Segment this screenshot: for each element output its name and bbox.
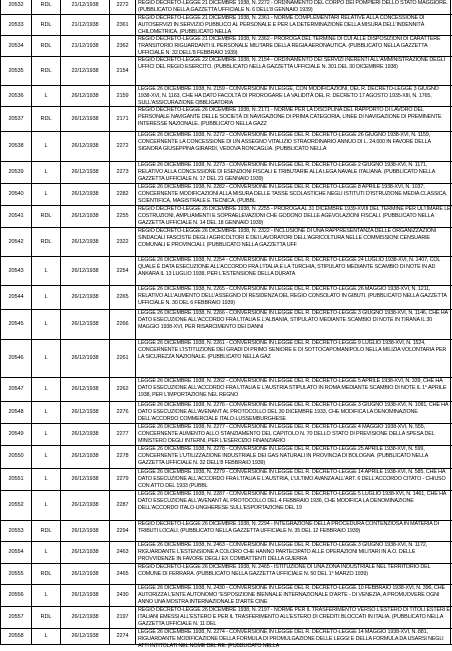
table-row — [1, 378, 452, 402]
act-type-cell — [32, 107, 61, 131]
table-row — [1, 206, 452, 228]
record-number-cell — [1, 564, 32, 584]
act-description-cell-text: REGIO DECRETO-LEGGE 26 DICEMBRE 1938, N. 2322 - INCLUSIONE DI UNA RAPPRESENTANZA DELLE ORGANIZZAZIONI SINDACALI FASCISTE DEGLI AGRICOLTORI E DEI LAVORATORI DELL'AGRICOLTURA NELLE COMMISSIONI CENSUARIE COMUNALI E PROVINCIALI. (PUBBLICATO NELLA GAZZETTA UFF — [138, 228, 436, 249]
act-number-cell — [110, 162, 136, 183]
act-type-cell — [32, 340, 61, 377]
act-date-cell-text: 26/12/1938 — [71, 592, 99, 598]
act-date-cell-text: 26/12/1938 — [71, 191, 99, 197]
act-description-cell-text: REGIO DECRETO-LEGGE 26 DICEMBRE 1938, N. 2294 - INTEGRAZIONE DELLA PROCEDURA CONTENZIOSA IN MATERIA DI TRIBUTI LOCALI. (PUBBLICATO NELLA GAZZETTA UFFICIALE N. 35 DEL 12 FEBBRAIO 1939) — [138, 521, 439, 535]
record-number-cell-text: 20547 — [8, 386, 24, 392]
act-number-cell-text: 2273 — [116, 169, 129, 175]
act-type-cell — [32, 15, 61, 35]
act-type-cell-text: L — [44, 294, 48, 300]
act-description-cell-text: REGIO DECRETO-LEGGE 26 DICEMBRE 1938, N. 2197 - NORME PER IL TRASFERIMENTO VERSO L'ESTERO DI TITOLI ESTERI E ITALIANI EMESSI ALL'ESTERO E PER IL TRASFERIMENTO ALL'ESTERO DI CREDITI BLOCCATI IN ITALIA. (PUBBLICATO NELLA GAZZETTA UFFICIALE N. 11 DEL — [138, 607, 450, 628]
act-date-cell-text: 21/12/1938 — [71, 43, 99, 49]
act-number-cell-text: 2274 — [116, 633, 129, 639]
act-type-cell-text: RDL — [40, 571, 52, 577]
act-number-cell — [110, 446, 136, 468]
record-number-cell — [1, 521, 32, 541]
act-number-cell-text: 2272 — [116, 2, 129, 8]
act-number-cell — [110, 542, 136, 563]
act-type-cell — [32, 564, 61, 584]
record-number-cell — [1, 57, 32, 85]
act-date-cell-text: 26/12/1938 — [71, 453, 99, 459]
act-description-cell — [136, 0, 452, 14]
act-number-cell — [110, 228, 136, 256]
record-number-cell-text: 20541 — [8, 213, 24, 219]
act-type-cell — [32, 607, 61, 628]
record-number-cell — [1, 542, 32, 563]
act-type-cell-text: L — [44, 476, 48, 482]
record-number-cell — [1, 585, 32, 606]
record-number-cell — [1, 607, 32, 628]
act-description-cell-text: LEGGE 26 DICEMBRE 1938, N. 2277 - CONVERSIONE IN LEGGE DEL R. DECRETO-LEGGE 4 MAGGIO 1938-XVI, N. 555, CONCERNENTE AUMENTO ALLO STANZIAMENTO DEL CAPITOLO N. 70 DELLO STATO DI PREVISIONE DELLA SPESA DEL MINISTERO DEGLI INTERNI, PER L'ESERCIZIO FINANZIARIO — [138, 424, 435, 445]
act-date-cell — [61, 36, 110, 56]
act-type-cell — [32, 36, 61, 56]
act-number-cell-text: 2276 — [116, 409, 129, 415]
act-number-cell-text: 2430 — [116, 592, 129, 598]
act-date-cell — [61, 0, 110, 14]
record-number-cell — [1, 257, 32, 285]
record-number-cell-text: 20533 — [8, 22, 24, 28]
record-number-cell-text: 20548 — [8, 409, 24, 415]
act-type-cell — [32, 228, 61, 256]
act-description-cell-text: REGIO DECRETO-LEGGE 26 DICEMBRE 1938, N. 2171 - NORME PER LA DISCIPLINA DEL RAPPORTO DI LAVORO DEL PERSONALE NAVIGANTE DELLE SOCIETÀ DI NAVIGAZIONE DI PRIMA CATEGORIA, LINEE DI NAVIGAZIONE DI PREMINENTE INTERESSE NAZIONALE. (PUBBLICATO NELLA GAZZ — [138, 107, 442, 128]
act-description-cell — [136, 310, 452, 339]
act-date-cell-text: 26/12/1938 — [71, 386, 99, 392]
record-number-cell — [1, 469, 32, 490]
act-date-cell-text: 26/12/1938 — [71, 431, 99, 437]
act-number-cell — [110, 491, 136, 520]
act-number-cell-text: 2171 — [116, 116, 129, 122]
act-type-cell-text: L — [44, 633, 48, 639]
table-row — [1, 542, 452, 564]
act-date-cell — [61, 107, 110, 131]
act-number-cell — [110, 521, 136, 541]
act-date-cell-text: 26/12/1938 — [71, 502, 99, 508]
act-date-cell — [61, 15, 110, 35]
act-type-cell — [32, 585, 61, 606]
act-type-cell-text: L — [44, 592, 48, 598]
act-date-cell-text: 22/12/1938 — [71, 68, 99, 74]
act-number-cell — [110, 564, 136, 584]
table-row — [1, 132, 452, 162]
act-date-cell-text: 26/12/1938 — [71, 239, 99, 245]
table-row — [1, 184, 452, 206]
act-date-cell — [61, 257, 110, 285]
act-number-cell-text: 2255 — [116, 213, 129, 219]
act-description-cell — [136, 446, 452, 468]
act-date-cell — [61, 542, 110, 563]
table-row — [1, 107, 452, 132]
act-date-cell-text: 26/12/1938 — [71, 355, 99, 361]
table-row — [1, 491, 452, 521]
table-row — [1, 15, 452, 36]
act-date-cell — [61, 286, 110, 309]
act-description-cell — [136, 286, 452, 309]
act-date-cell — [61, 469, 110, 490]
act-number-cell — [110, 57, 136, 85]
act-date-cell-text: 26/12/1938 — [71, 213, 99, 219]
record-number-cell-text: 20552 — [8, 502, 24, 508]
record-number-cell — [1, 424, 32, 445]
act-type-cell-text: L — [44, 453, 48, 459]
act-type-cell-text: RDL — [40, 239, 52, 245]
act-description-cell-text: LEGGE 26 DICEMBRE 1938, N. 2287 - CONVERSIONE IN LEGGE DEL R. DECRETO-LEGGE 5 LUGLIO 1938-XVI, N. 1461, CHE HA DATO ESECUZIONE ALL'AVENANT AL PROTOCOLLO DEL 4 FEBBRAIO 1936, CHE MODIFICA LA DENOMINAZIONE DELL'ACCORDO ITALO-UNGHERESE SULL'ESPORTAZIONE DEL 19 — [138, 491, 446, 512]
record-number-cell-text: 20542 — [8, 239, 24, 245]
act-type-cell-text: RDL — [40, 2, 52, 8]
table-row — [1, 564, 452, 585]
record-number-cell — [1, 36, 32, 56]
act-type-cell — [32, 162, 61, 183]
act-description-cell — [136, 607, 452, 628]
act-number-cell — [110, 607, 136, 628]
act-description-cell-text: LEGGE 26 DICEMBRE 1938, N. 2430 - CONVERSIONE IN LEGGE DEL R. DECRETO-LEGGE 10 FEBBRAIO 1938-XVI, N. 396, CHE AUTORIZZA L'ENTE AUTONOMO "ESPOSIZIONE BIENNALE INTERNAZIONALE D'ARTE - DI VENEZIA, A PROMUOVERE OGNI ANNO UNA MOSTRA INTERNAZIONALE D'ARTE CINE — [138, 585, 445, 606]
act-date-cell-text: 26/12/1938 — [71, 116, 99, 122]
act-description-cell — [136, 629, 452, 650]
act-description-cell-text: LEGGE 26 DICEMBRE 1938, N. 2254 - CONVERSIONE IN LEGGE DEL R. DECRETO-LEGGE 24 LUGLIO 1938-XVI, N. 1407, COL QUALE È DATA ESECUZIONE ALL'ACCORDO FRA L'ITALIA E LA TURCHIA, STIPULATO MEDIANTE SCAMBIO DI NOTE IN AD ANKARA IL 13 LUGLIO 1938, PER L'ESTENSIONE DELLA DURATA — [138, 257, 441, 278]
act-date-cell — [61, 629, 110, 644]
act-date-cell — [61, 378, 110, 401]
act-date-cell — [61, 310, 110, 339]
act-description-cell — [136, 15, 452, 35]
act-type-cell — [32, 402, 61, 423]
table-row — [1, 402, 452, 424]
act-type-cell — [32, 286, 61, 309]
record-number-cell — [1, 184, 32, 205]
record-number-cell-text: 20550 — [8, 453, 24, 459]
act-number-cell — [110, 257, 136, 285]
record-number-cell — [1, 310, 32, 339]
act-number-cell — [110, 585, 136, 606]
act-type-cell-text: L — [44, 268, 48, 274]
act-type-cell — [32, 0, 61, 14]
act-description-cell-text: REGIO DECRETO-LEGGE 26 DICEMBRE 1938, N. 2465 - ISTITUZIONE DI UNA ZONA INDUSTRIALE NEL TERRITORIO DEL COMUNE DI FERRARA. (PUBBLICATO NELLA GAZZETTA UFFICIALE N. 50 DEL 1° MARZO 1939) — [138, 564, 431, 578]
table-row — [1, 629, 452, 650]
act-number-cell — [110, 36, 136, 56]
act-description-cell — [136, 132, 452, 161]
act-date-cell-text: 26/12/1938 — [71, 409, 99, 415]
act-description-cell — [136, 564, 452, 584]
act-number-cell — [110, 402, 136, 423]
act-number-cell — [110, 469, 136, 490]
record-number-cell — [1, 132, 32, 161]
record-number-cell-text: 20551 — [8, 476, 24, 482]
act-number-cell — [110, 206, 136, 227]
table-row — [1, 607, 452, 629]
act-date-cell — [61, 57, 110, 85]
act-number-cell — [110, 424, 136, 445]
act-type-cell-text: RDL — [40, 22, 52, 28]
act-type-cell — [32, 206, 61, 227]
act-description-cell — [136, 206, 452, 227]
act-number-cell-text: 2154 — [116, 68, 129, 74]
act-date-cell — [61, 607, 110, 628]
act-type-cell-text: L — [44, 431, 48, 437]
record-number-cell-text: 20543 — [8, 268, 24, 274]
record-number-cell-text: 20540 — [8, 191, 24, 197]
act-description-cell — [136, 585, 452, 606]
table-row — [1, 469, 452, 491]
act-date-cell — [61, 206, 110, 227]
act-number-cell-text: 2261 — [116, 355, 129, 361]
act-type-cell-text: L — [44, 93, 48, 99]
act-type-cell-text: RDL — [40, 116, 52, 122]
record-number-cell-text: 20539 — [8, 169, 24, 175]
act-number-cell-text: 2265 — [116, 294, 129, 300]
act-type-cell-text: L — [44, 502, 48, 508]
act-description-cell — [136, 378, 452, 401]
act-description-cell-text: LEGGE 26 DICEMBRE 1938, N. 2266 - CONVERSIONE IN LEGGE DEL R. DECRETO-LEGGE 3 GIUGNO 1938-XVI, N. 1146, CHE HA DATO ESECUZIONE ALL'ACCORDO FRA L'ITALIA E L'ALBANIA, STIPULATO MEDIANTE SCAMBIO DI NOTE IN TIRANA IL 30 MAGGIO 1938-XVI, PER RISARCIMENTO DEI DANNI — [138, 310, 448, 331]
act-description-cell-text: LEGGE 26 DICEMBRE 1938, N. 2265 - CONVERSIONE IN LEGGE DEL R. DECRETO-LEGGE 26 MAGGIO 1938-XVI, N. 1211, RELATIVO ALL'AUMENTO DELL'ASSEGNO DI RESIDENZA DEL REGIO CONSOLATO IN GIBUTI. (PUBBLICATO NELLA GAZZETTA UFFICIALE N. 30 DEL 6 FEBBRAIO 1939) — [138, 286, 447, 307]
record-number-cell — [1, 402, 32, 423]
act-number-cell-text: 2159 — [116, 93, 129, 99]
record-number-cell-text: 20546 — [8, 355, 24, 361]
act-type-cell — [32, 132, 61, 161]
act-type-cell — [32, 521, 61, 541]
record-number-cell — [1, 107, 32, 131]
act-type-cell-text: RDL — [40, 528, 52, 534]
act-number-cell-text: 2272 — [116, 143, 129, 149]
act-date-cell — [61, 424, 110, 445]
record-number-cell — [1, 228, 32, 256]
act-date-cell-text: 26/12/1938 — [71, 571, 99, 577]
record-number-cell — [1, 446, 32, 468]
act-date-cell-text: 26/12/1938 — [71, 614, 99, 620]
record-number-cell-text: 20544 — [8, 294, 24, 300]
act-date-cell — [61, 585, 110, 606]
act-description-cell — [136, 491, 452, 520]
act-number-cell-text: 2277 — [116, 431, 129, 437]
act-type-cell-text: RDL — [40, 43, 52, 49]
act-description-cell-text: LEGGE 26 DICEMBRE 1938, N. 2273 - CONVERSIONE IN LEGGE DEL R. DECRETO-LEGGE 2 GIUGNO 1938-XVI, N. 1171, RELATIVO ALLA CONCESSIONE DI ESENZIONI FISCALI E TRIBUTARIE ALLA LEGA NAVALE ITALIANA. (PUBBLICATO NELLA GAZZETTA UFFICIALE N. 17 DEL 21 GENNAIO 1939) — [138, 162, 435, 183]
act-date-cell — [61, 86, 110, 106]
act-date-cell — [61, 564, 110, 584]
act-date-cell — [61, 340, 110, 377]
act-description-cell-text: LEGGE 26 DICEMBRE 1938, N. 2276 - CONVERSIONE IN LEGGE DEL R. DECRETO-LEGGE 3 GIUGNO 1938-XVI, N. 1081, CHE HA DATO ESECUZIONE ALL'AVENANT AL PROTOCOLLO DEL 30 DICEMBRE 1933, CHE MODIFICA LA DENOMINAZIONE DELL'ACCORDO COMMERCIALE ITALO-LUSSEMBURGHESE — [138, 402, 449, 423]
act-number-cell-text: 2278 — [116, 453, 129, 459]
table-row — [1, 162, 452, 184]
act-type-cell — [32, 310, 61, 339]
act-type-cell — [32, 257, 61, 285]
act-number-cell — [110, 86, 136, 106]
act-description-cell-text: REGIO DECRETO-LEGGE 21 DICEMBRE 1938, N. 2361 - NORME COMPLEMENTARI RELATIVE ALLA CONCESSIONE DI AUTOSERVIZI IN SERVIZIO PUBBLICO AL PERSONALE E PER LA DETERMINAZIONE DELLA MISURA DELL'INDENNITÀ CHILOMETRICA. (PUBBLICATO NELLA — [138, 15, 425, 36]
act-date-cell-text: 26/12/1938 — [71, 93, 99, 99]
act-description-cell-text: LEGGE 26 DICEMBRE 1938, N. 2279 - CONVERSIONE IN LEGGE DEL R. DECRETO-LEGGE 14 APRILE 1938-XVI, N. 585, CHE HA DATO ESECUZIONE ALL'ACCORDO FRA L'ITALIA E L'AUSTRIA, L'ULTIMO AVANZA ALL'ART. 6 DELL'ACCORDO CITATO - CHIUSO CON ATTO DEL 1933 (PUBBL — [138, 469, 446, 490]
act-date-cell — [61, 162, 110, 183]
act-date-cell — [61, 184, 110, 205]
act-date-cell — [61, 402, 110, 423]
act-number-cell — [110, 286, 136, 309]
act-number-cell-text: 2294 — [116, 528, 129, 534]
act-description-cell — [136, 469, 452, 490]
table-row — [1, 521, 452, 542]
act-description-cell — [136, 542, 452, 563]
record-number-cell-text: 20557 — [8, 614, 24, 620]
table-row — [1, 446, 452, 469]
act-date-cell-text: 26/12/1938 — [71, 476, 99, 482]
act-number-cell — [110, 184, 136, 205]
act-type-cell-text: L — [44, 355, 48, 361]
act-type-cell — [32, 378, 61, 401]
act-date-cell-text: 26/12/1938 — [71, 294, 99, 300]
act-number-cell — [110, 132, 136, 161]
act-date-cell — [61, 491, 110, 520]
table-row — [1, 36, 452, 57]
record-number-cell-text: 20538 — [8, 143, 24, 149]
act-number-cell-text: 2465 — [116, 571, 129, 577]
act-description-cell-text: LEGGE 26 DICEMBRE 1938, N. 2272 - CONVERSIONE IN LEGGE DEL R. DECRETO-LEGGE 26 GIUGNO 1938-XVI, N. 1159, CONCERNENTE LA CONCESSIONE DI UN ASSEGNO VITALIZIO STRAORDINARIO ANNUO DI L. 24.000 IN FAVORE DELLA SIGNORA GIUSEPPINA GIRARDI, VEDOVA RONCAGLIA. (PUBBLICATO NELLA — [138, 132, 431, 153]
act-number-cell-text: 2322 — [116, 239, 129, 245]
act-type-cell-text: L — [44, 191, 48, 197]
act-description-cell-text: LEGGE 26 DICEMBRE 1938, N. 2159 - CONVERSIONE IN LEGGE, CON MODIFICAZIONI, DEL R. DECRETO-LEGGE 3 GIUGNO 1938-XVI, N. 1163, CHE HA DATO FACOLTÀ DI PROROGARE LA VALIDITÀ DEL R. DECRETO 17 AGOSTO 1935-XIII, N. 1765, SULL'ASSICURAZIONE OBBLIGATORIA — [138, 86, 439, 107]
act-description-cell — [136, 257, 452, 285]
act-date-cell-text: 26/12/1938 — [71, 321, 99, 327]
table-row — [1, 257, 452, 286]
table-row — [1, 228, 452, 257]
act-type-cell — [32, 57, 61, 85]
act-date-cell-text: 26/12/1938 — [71, 549, 99, 555]
table-row — [1, 424, 452, 446]
act-type-cell — [32, 491, 61, 520]
act-date-cell-text: 26/12/1938 — [71, 528, 99, 534]
act-description-cell — [136, 162, 452, 183]
act-description-cell — [136, 86, 452, 106]
act-number-cell — [110, 378, 136, 401]
act-type-cell — [32, 629, 61, 644]
act-description-cell — [136, 340, 452, 377]
act-number-cell-text: 2361 — [116, 22, 129, 28]
act-type-cell-text: L — [44, 169, 48, 175]
table-row — [1, 340, 452, 378]
act-type-cell — [32, 86, 61, 106]
act-date-cell — [61, 132, 110, 161]
record-number-cell-text: 20554 — [8, 549, 24, 555]
act-number-cell-text: 2463 — [116, 549, 129, 555]
record-number-cell-text: 20545 — [8, 321, 24, 327]
act-type-cell — [32, 424, 61, 445]
act-number-cell-text: 2197 — [116, 614, 129, 620]
act-description-cell — [136, 57, 452, 85]
record-number-cell — [1, 86, 32, 106]
record-number-cell — [1, 206, 32, 227]
act-type-cell — [32, 184, 61, 205]
act-date-cell-text: 26/12/1938 — [71, 169, 99, 175]
act-description-cell — [136, 36, 452, 56]
act-description-cell-text: LEGGE 26 DICEMBRE 1938, N. 2274 - CONVERSIONE IN LEGGE DEL R. DECRETO-LEGGE 14 MAGGIO 1938-XVI, N. 881, RIGUARDANTE MODIFICAZIONE DELLA FORMULA DI PROMULGAZIONE DELLE LEGGI E DELLA FORMULA DA USARSI NEGLI ATTI INTITOLATI NEL NOME DEL RE. (PUBBLICATO NELLA — [138, 629, 444, 650]
record-number-cell — [1, 286, 32, 309]
act-number-cell-text: 2282 — [116, 191, 129, 197]
act-description-cell-text: LEGGE 26 DICEMBRE 1938, N. 2282 - CONVERSIONE IN LEGGE DEL R. DECRETO-LEGGE 8 APRILE 1938-XVI, N. 1037, CONCERNENTE MODIFICAZIONI ALLA MISURA DELLE TASSE SCOLASTICHE NEGLI ISTITUTI D'ISTRUZIONE MEDIA CLASSICA, SCIENTIFICA, MAGISTRALE E TECNICA. (PUBBL — [138, 184, 448, 205]
record-number-cell-text: 20537 — [8, 116, 24, 122]
act-date-cell-text: 21/12/1938 — [71, 2, 99, 8]
act-description-cell — [136, 107, 452, 131]
act-description-cell-text: LEGGE 26 DICEMBRE 1938, N. 2463 - CONVERSIONE IN LEGGE DEL R. DECRETO-LEGGE 3 GIUGNO 1938-XVI, N. 1172, RIGUARDANTE L'ESTENSIONE A COLORO CHE HANNO PARTECIPATO ALLE OPERAZIONI MILITARI IN A.O. DELLE PROVVIDENZE IN FAVORE DEGLI EX COMBATTENTI DELLA GUERRA — [138, 542, 428, 563]
table-row — [1, 310, 452, 340]
act-description-cell — [136, 184, 452, 205]
act-description-cell — [136, 424, 452, 445]
act-type-cell-text: L — [44, 409, 48, 415]
act-number-cell — [110, 310, 136, 339]
act-number-cell — [110, 107, 136, 131]
act-date-cell — [61, 521, 110, 541]
record-number-cell-text: 20535 — [8, 68, 24, 74]
act-number-cell-text: 2262 — [116, 386, 129, 392]
act-type-cell — [32, 542, 61, 563]
act-number-cell — [110, 0, 136, 14]
act-number-cell-text: 2279 — [116, 476, 129, 482]
act-date-cell — [61, 446, 110, 468]
record-number-cell — [1, 340, 32, 377]
record-number-cell-text: 20556 — [8, 592, 24, 598]
act-description-cell-text: LEGGE 26 DICEMBRE 1938, N. 2261 - CONVERSIONE IN LEGGE DEL R. DECRETO-LEGGE 9 LUGLIO 1938-XVI, N. 1524, CONCERNENTE L'ISTITUZIONE DEI GRADI DI PRIMO SENIORE E DI SOTTOCAPOMANIPOLO NELLA MILIZIA VOLONTARIA PER LA SICUREZZA NAZIONALE. (PUBBLICATO NELLA GAZ — [138, 340, 447, 361]
act-number-cell-text: 2362 — [116, 43, 129, 49]
record-number-cell — [1, 378, 32, 401]
act-number-cell-text: 2266 — [116, 321, 129, 327]
table-row — [1, 86, 452, 107]
act-type-cell-text: RDL — [40, 614, 52, 620]
act-type-cell — [32, 446, 61, 468]
record-number-cell — [1, 629, 32, 644]
act-description-cell-text: REGIO DECRETO-LEGGE 21 DICEMBRE 1938, N. 2362 - PROROGA DEL TERMINE DI CUI ALLE DISPOSIZIONI DI CARATTERE TRANSITORIO RIGUARDANTI IL PERSONALE MILITARE DELLA REGIA AERONAUTICA. (PUBBLICATO NELLA GAZZETTA UFFICIALE N. 32 DELL'8 FEBBRAIO 1939) — [138, 36, 441, 57]
act-number-cell-text: 2287 — [116, 502, 129, 508]
act-description-cell-text: REGIO DECRETO-LEGGE 26 DICEMBRE 1938, N. 2255 - PROROGA AL 31 DICEMBRE 1939-XVIII DEL TERMINE PER ULTIMARE LE COSTRUZIONI, AMPLIAMENTI E SOPRAELEVAZIONI CHE GODONO DELLE AGEVOLAZIONI FISCALI. (PUBBLICATO NELLA GAZZETTA UFFICIALE N. 14 DEL 18 GENNAIO 1939) — [138, 206, 451, 227]
record-number-cell-text: 20532 — [8, 2, 24, 8]
act-description-cell — [136, 228, 452, 256]
act-type-cell-text: L — [44, 143, 48, 149]
record-number-cell-text: 20558 — [8, 633, 24, 639]
record-number-cell-text: 20555 — [8, 571, 24, 577]
table-row — [1, 585, 452, 607]
table-row — [1, 286, 452, 310]
record-number-cell — [1, 15, 32, 35]
act-type-cell — [32, 469, 61, 490]
act-date-cell-text: 26/12/1938 — [71, 268, 99, 274]
act-type-cell-text: L — [44, 321, 48, 327]
act-type-cell-text: L — [44, 386, 48, 392]
record-number-cell — [1, 491, 32, 520]
act-number-cell — [110, 340, 136, 377]
act-number-cell-text: 2254 — [116, 268, 129, 274]
act-date-cell-text: 26/12/1938 — [71, 143, 99, 149]
act-description-cell-text: REGIO DECRETO-LEGGE 21 DICEMBRE 1938, N. 2272 - ORDINAMENTO DEL CORPO DEI POMPIERI DELLO STATO MAGGIORE. (PUBBLICATO NELLA GAZZETTA UFFICIALE N. 6 DELL'8 GENNAIO 1939) — [138, 0, 448, 14]
act-type-cell-text: L — [44, 549, 48, 555]
record-number-cell — [1, 162, 32, 183]
act-description-cell — [136, 521, 452, 541]
act-type-cell-text: RDL — [40, 213, 52, 219]
act-number-cell — [110, 15, 136, 35]
act-description-cell-text: REGIO DECRETO-LEGGE 22 DICEMBRE 1938, N. 2154 - ORDINAMENTO DEI SERVIZI INERENTI ALL'AMMINISTRAZIONE DEGLI UFFICI DEL REGIO ESERCITO. (PUBBLICATO NELLA GAZZETTA UFFICIALE N. 301 DEL 30 DICEMBRE 1938) — [138, 57, 445, 71]
record-number-cell-text: 20549 — [8, 431, 24, 437]
act-date-cell-text: 21/12/1938 — [71, 22, 99, 28]
record-number-cell-text: 20536 — [8, 93, 24, 99]
act-description-cell — [136, 402, 452, 423]
act-description-cell-text: LEGGE 26 DICEMBRE 1938, N. 2262 - CONVERSIONE IN LEGGE DEL R. DECRETO-LEGGE 5 APRILE 1938-XVI, N. 339, CHE HA DATO ESECUZIONE ALL'ACCORDO FRA L'ITALIA E L'AUSTRIA STIPULATO IN ROMA MEDIANTE SCAMBIO DI NOTE IL 1° APRILE 1938, PER L'IMPORTAZIONE NEL REGNO — [138, 378, 447, 399]
act-type-cell-text: RDL — [40, 68, 52, 74]
record-number-cell — [1, 0, 32, 14]
record-number-cell-text: 20534 — [8, 43, 24, 49]
act-date-cell-text: 26/12/1938 — [71, 633, 99, 639]
table-row — [1, 0, 452, 15]
record-number-cell-text: 20553 — [8, 528, 24, 534]
act-description-cell-text: LEGGE 26 DICEMBRE 1938, N. 2278 - CONVERSIONE IN LEGGE DEL R. DECRETO-LEGGE 25 APRILE 1938-XVI, N. 599, CONCERNENTE L'UTILIZZAZIONE INDUSTRIALE DEI GAS NATURALI IN PROVINCIA DI BOLOGNA. (PUBBLICATO NELLA GAZZETTA UFFICIALE N. 32 DELL'8 FEBBRAIO 1939) — [138, 446, 428, 467]
table-row — [1, 57, 452, 86]
act-number-cell — [110, 629, 136, 644]
act-date-cell — [61, 228, 110, 256]
